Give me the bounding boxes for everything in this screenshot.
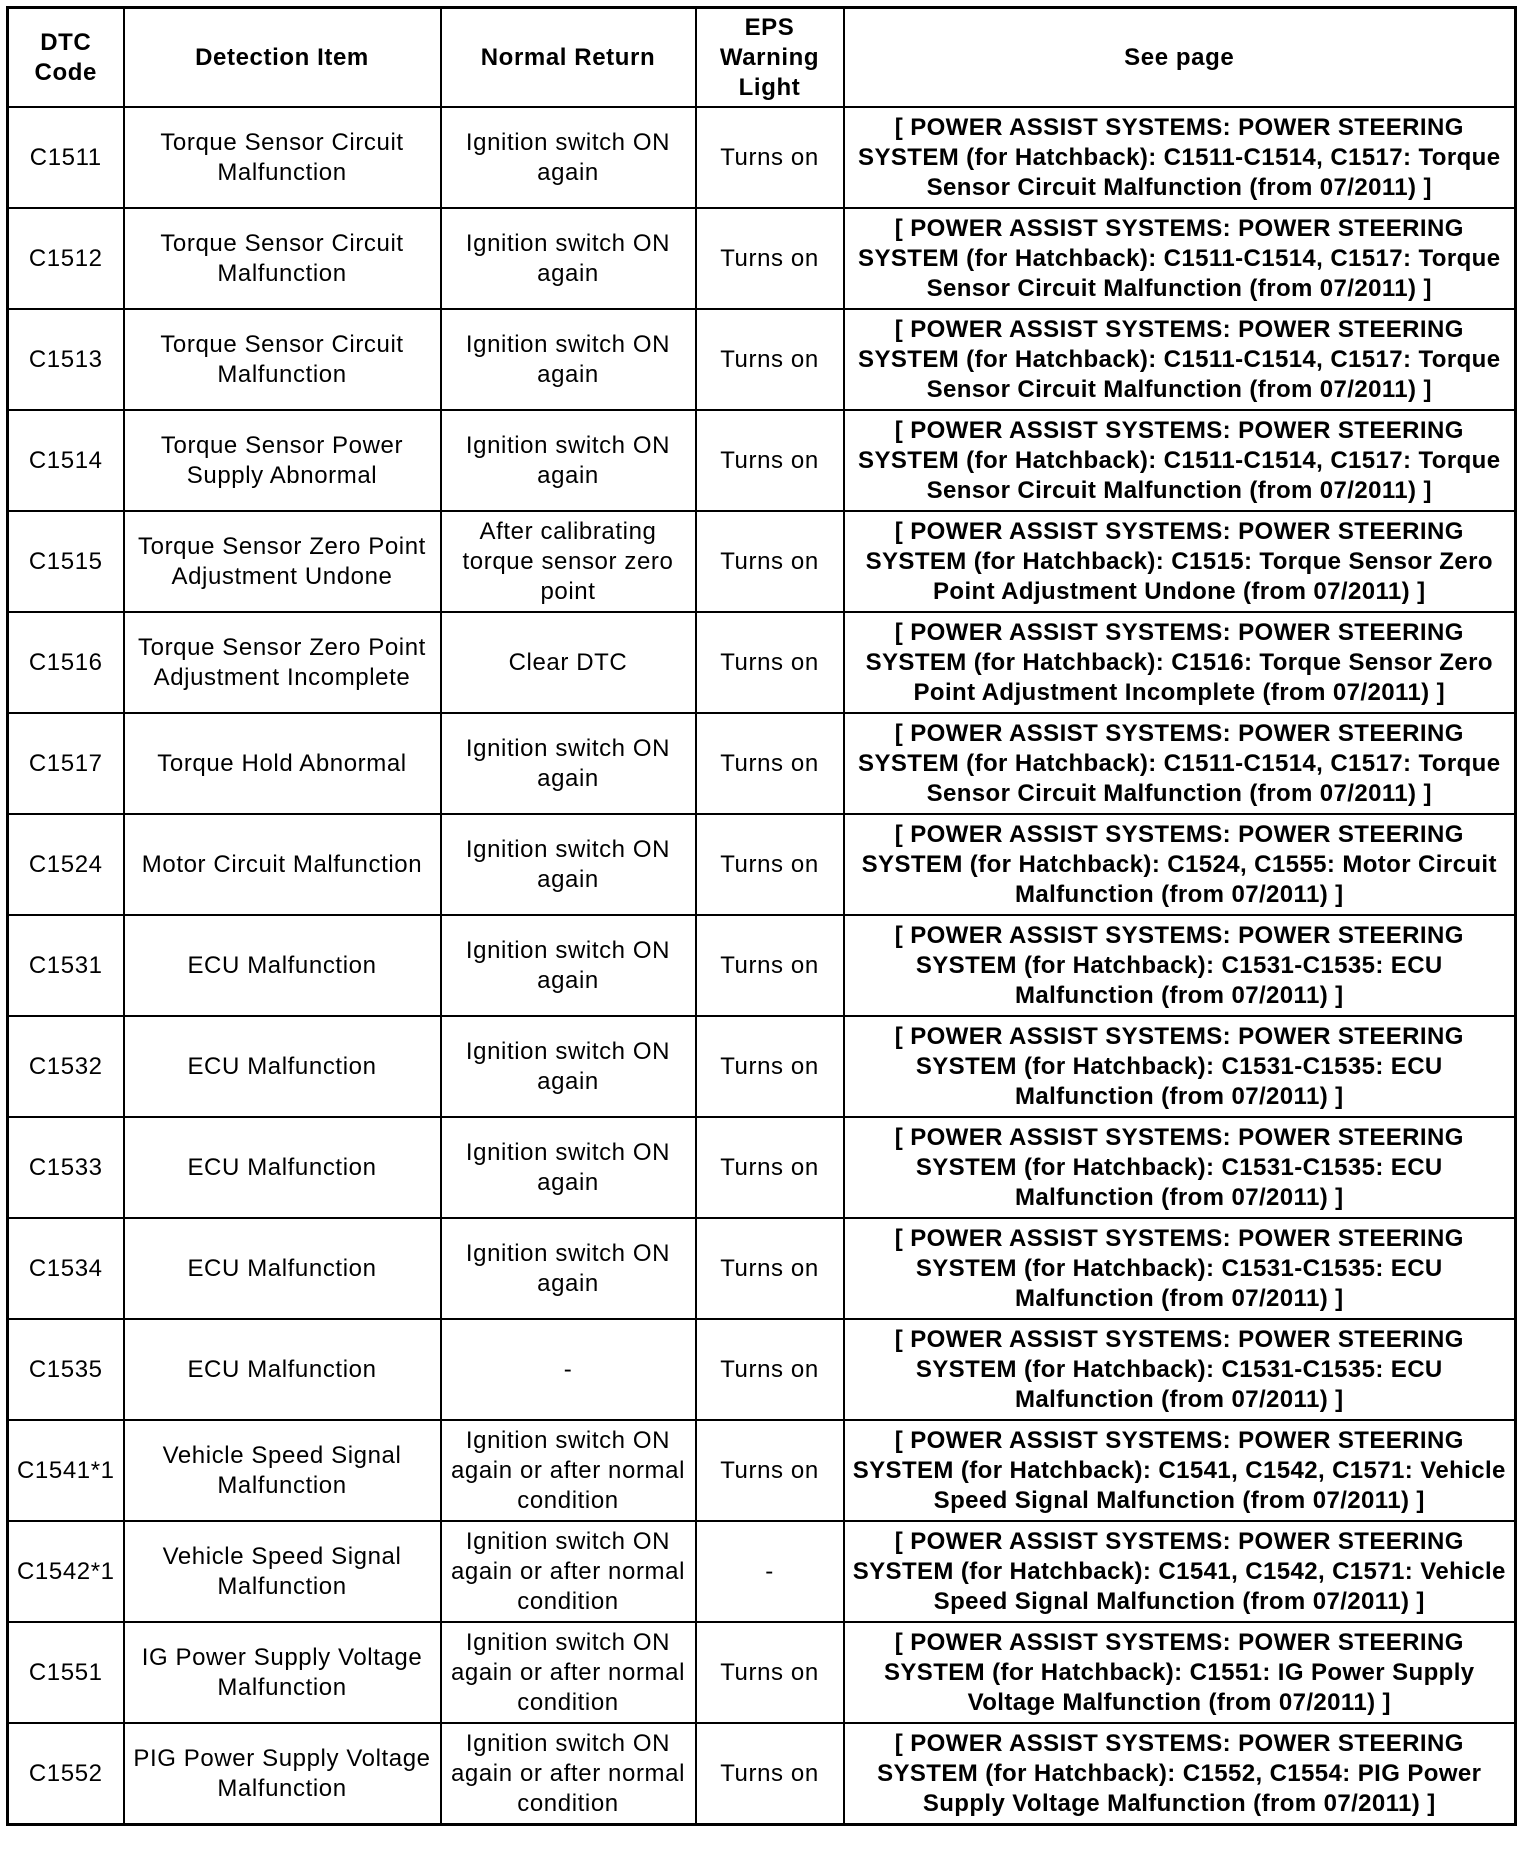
dtc-code-cell: C1513	[8, 309, 124, 410]
table-row	[8, 208, 1516, 309]
normal-return-cell: Ignition switch ON again or after normal condition	[441, 1420, 696, 1521]
dtc-code-cell: C1512	[8, 208, 124, 309]
see-page-link[interactable]: [ POWER ASSIST SYSTEMS: POWER STEERING SYSTEM (for Hatchback): C1515: Torque Sensor Zero Point Adjustment Undone (from 07/2011) ]	[844, 511, 1516, 612]
eps-warning-light-cell: Turns on	[696, 713, 844, 814]
table-row	[8, 410, 1516, 511]
see-page-link[interactable]: [ POWER ASSIST SYSTEMS: POWER STEERING SYSTEM (for Hatchback): C1524, C1555: Motor Circuit Malfunction (from 07/2011) ]	[844, 814, 1516, 915]
eps-warning-light-cell: Turns on	[696, 1218, 844, 1319]
see-page-link[interactable]: [ POWER ASSIST SYSTEMS: POWER STEERING SYSTEM (for Hatchback): C1552, C1554: PIG Power Supply Voltage Malfunction (from 07/2011) ]	[844, 1723, 1516, 1825]
detection-item-cell: ECU Malfunction	[124, 1117, 441, 1218]
eps-warning-light-cell: Turns on	[696, 612, 844, 713]
normal-return-cell: Ignition switch ON again	[441, 814, 696, 915]
eps-warning-light-cell: Turns on	[696, 1420, 844, 1521]
detection-item-cell: Torque Sensor Power Supply Abnormal	[124, 410, 441, 511]
see-page-link[interactable]: [ POWER ASSIST SYSTEMS: POWER STEERING SYSTEM (for Hatchback): C1511-C1514, C1517: Torque Sensor Circuit Malfunction (from 07/2011) ]	[844, 410, 1516, 511]
see-page-link[interactable]: [ POWER ASSIST SYSTEMS: POWER STEERING SYSTEM (for Hatchback): C1516: Torque Sensor Zero Point Adjustment Incomplete (from 07/2011) ]	[844, 612, 1516, 713]
see-page-link[interactable]: [ POWER ASSIST SYSTEMS: POWER STEERING SYSTEM (for Hatchback): C1531-C1535: ECU Malfunction (from 07/2011) ]	[844, 1117, 1516, 1218]
eps-warning-light-cell: Turns on	[696, 208, 844, 309]
table-row	[8, 1420, 1516, 1521]
eps-warning-light-cell: Turns on	[696, 1319, 844, 1420]
detection-item-cell: PIG Power Supply Voltage Malfunction	[124, 1723, 441, 1825]
detection-item-cell: ECU Malfunction	[124, 1319, 441, 1420]
eps-warning-light-cell: Turns on	[696, 107, 844, 208]
eps-warning-light-cell: Turns on	[696, 1117, 844, 1218]
normal-return-cell: Ignition switch ON again or after normal condition	[441, 1521, 696, 1622]
normal-return-cell: Ignition switch ON again	[441, 309, 696, 410]
table-row	[8, 1622, 1516, 1723]
normal-return-cell: Ignition switch ON again	[441, 1218, 696, 1319]
dtc-code-cell: C1532	[8, 1016, 124, 1117]
see-page-link[interactable]: [ POWER ASSIST SYSTEMS: POWER STEERING SYSTEM (for Hatchback): C1531-C1535: ECU Malfunction (from 07/2011) ]	[844, 1016, 1516, 1117]
detection-item-cell: Torque Sensor Circuit Malfunction	[124, 309, 441, 410]
table-row	[8, 511, 1516, 612]
eps-warning-light-cell: -	[696, 1521, 844, 1622]
dtc-code-cell: C1533	[8, 1117, 124, 1218]
see-page-link[interactable]: [ POWER ASSIST SYSTEMS: POWER STEERING SYSTEM (for Hatchback): C1531-C1535: ECU Malfunction (from 07/2011) ]	[844, 1218, 1516, 1319]
normal-return-cell: Ignition switch ON again	[441, 713, 696, 814]
eps-warning-light-cell: Turns on	[696, 814, 844, 915]
eps-warning-light-cell: Turns on	[696, 410, 844, 511]
table-row	[8, 612, 1516, 713]
dtc-table-container	[6, 6, 1514, 1826]
detection-item-cell: ECU Malfunction	[124, 915, 441, 1016]
see-page-link[interactable]: [ POWER ASSIST SYSTEMS: POWER STEERING SYSTEM (for Hatchback): C1511-C1514, C1517: Torque Sensor Circuit Malfunction (from 07/2011) ]	[844, 208, 1516, 309]
header-detection-item: Detection Item	[124, 8, 441, 108]
table-row	[8, 915, 1516, 1016]
header-see-page: See page	[844, 8, 1516, 108]
normal-return-cell: After calibrating torque sensor zero point	[441, 511, 696, 612]
normal-return-cell: Ignition switch ON again or after normal condition	[441, 1622, 696, 1723]
dtc-code-cell: C1515	[8, 511, 124, 612]
table-row	[8, 814, 1516, 915]
detection-item-cell: Torque Sensor Circuit Malfunction	[124, 107, 441, 208]
table-row	[8, 1218, 1516, 1319]
normal-return-cell: -	[441, 1319, 696, 1420]
dtc-code-cell: C1551	[8, 1622, 124, 1723]
detection-item-cell: Vehicle Speed Signal Malfunction	[124, 1420, 441, 1521]
table-row	[8, 1319, 1516, 1420]
dtc-code-cell: C1514	[8, 410, 124, 511]
detection-item-cell: Torque Sensor Zero Point Adjustment Incomplete	[124, 612, 441, 713]
detection-item-cell: Vehicle Speed Signal Malfunction	[124, 1521, 441, 1622]
detection-item-cell: IG Power Supply Voltage Malfunction	[124, 1622, 441, 1723]
see-page-link[interactable]: [ POWER ASSIST SYSTEMS: POWER STEERING SYSTEM (for Hatchback): C1531-C1535: ECU Malfunction (from 07/2011) ]	[844, 915, 1516, 1016]
detection-item-cell: Torque Sensor Zero Point Adjustment Undone	[124, 511, 441, 612]
table-header	[8, 8, 1516, 108]
dtc-code-cell: C1524	[8, 814, 124, 915]
detection-item-cell: ECU Malfunction	[124, 1218, 441, 1319]
eps-warning-light-cell: Turns on	[696, 511, 844, 612]
header-row	[8, 8, 1516, 108]
table-row	[8, 713, 1516, 814]
normal-return-cell: Ignition switch ON again	[441, 107, 696, 208]
see-page-link[interactable]: [ POWER ASSIST SYSTEMS: POWER STEERING SYSTEM (for Hatchback): C1541, C1542, C1571: Vehicle Speed Signal Malfunction (from 07/2011) ]	[844, 1420, 1516, 1521]
table-row	[8, 1723, 1516, 1825]
dtc-code-cell: C1535	[8, 1319, 124, 1420]
dtc-code-cell: C1552	[8, 1723, 124, 1825]
detection-item-cell: Torque Hold Abnormal	[124, 713, 441, 814]
table-body	[8, 107, 1516, 1825]
header-normal-return: Normal Return	[441, 8, 696, 108]
dtc-code-cell: C1511	[8, 107, 124, 208]
eps-warning-light-cell: Turns on	[696, 1016, 844, 1117]
see-page-link[interactable]: [ POWER ASSIST SYSTEMS: POWER STEERING SYSTEM (for Hatchback): C1511-C1514, C1517: Torque Sensor Circuit Malfunction (from 07/2011) ]	[844, 713, 1516, 814]
dtc-code-cell: C1534	[8, 1218, 124, 1319]
detection-item-cell: Torque Sensor Circuit Malfunction	[124, 208, 441, 309]
eps-warning-light-cell: Turns on	[696, 309, 844, 410]
eps-warning-light-cell: Turns on	[696, 1622, 844, 1723]
eps-warning-light-cell: Turns on	[696, 1723, 844, 1825]
normal-return-cell: Ignition switch ON again	[441, 208, 696, 309]
dtc-code-cell: C1531	[8, 915, 124, 1016]
normal-return-cell: Ignition switch ON again	[441, 1016, 696, 1117]
see-page-link[interactable]: [ POWER ASSIST SYSTEMS: POWER STEERING SYSTEM (for Hatchback): C1541, C1542, C1571: Vehicle Speed Signal Malfunction (from 07/2011) ]	[844, 1521, 1516, 1622]
see-page-link[interactable]: [ POWER ASSIST SYSTEMS: POWER STEERING SYSTEM (for Hatchback): C1551: IG Power Supply Voltage Malfunction (from 07/2011) ]	[844, 1622, 1516, 1723]
header-dtc-code: DTC Code	[8, 8, 124, 108]
dtc-code-cell: C1542*1	[8, 1521, 124, 1622]
normal-return-cell: Ignition switch ON again	[441, 1117, 696, 1218]
see-page-link[interactable]: [ POWER ASSIST SYSTEMS: POWER STEERING SYSTEM (for Hatchback): C1511-C1514, C1517: Torque Sensor Circuit Malfunction (from 07/2011) ]	[844, 107, 1516, 208]
header-eps-warning-light: EPS Warning Light	[696, 8, 844, 108]
dtc-code-cell: C1541*1	[8, 1420, 124, 1521]
normal-return-cell: Ignition switch ON again or after normal condition	[441, 1723, 696, 1825]
see-page-link[interactable]: [ POWER ASSIST SYSTEMS: POWER STEERING SYSTEM (for Hatchback): C1511-C1514, C1517: Torque Sensor Circuit Malfunction (from 07/2011) ]	[844, 309, 1516, 410]
dtc-code-cell: C1517	[8, 713, 124, 814]
dtc-table	[6, 6, 1517, 1826]
see-page-link[interactable]: [ POWER ASSIST SYSTEMS: POWER STEERING SYSTEM (for Hatchback): C1531-C1535: ECU Malfunction (from 07/2011) ]	[844, 1319, 1516, 1420]
table-row	[8, 1016, 1516, 1117]
detection-item-cell: ECU Malfunction	[124, 1016, 441, 1117]
eps-warning-light-cell: Turns on	[696, 915, 844, 1016]
dtc-code-cell: C1516	[8, 612, 124, 713]
normal-return-cell: Clear DTC	[441, 612, 696, 713]
normal-return-cell: Ignition switch ON again	[441, 915, 696, 1016]
normal-return-cell: Ignition switch ON again	[441, 410, 696, 511]
table-row	[8, 1117, 1516, 1218]
table-row	[8, 107, 1516, 208]
detection-item-cell: Motor Circuit Malfunction	[124, 814, 441, 915]
table-row	[8, 1521, 1516, 1622]
table-row	[8, 309, 1516, 410]
